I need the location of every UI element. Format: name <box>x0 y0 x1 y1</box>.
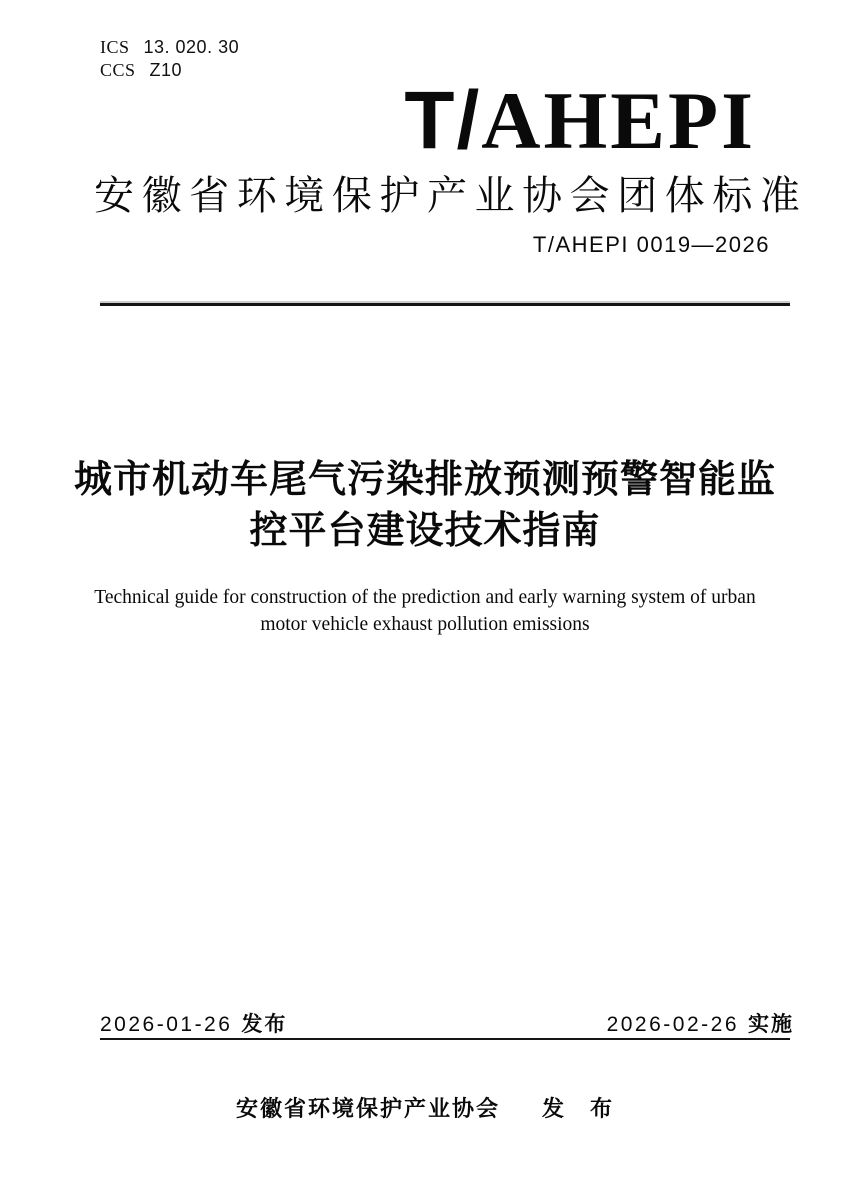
standard-number: T/AHEPI 0019—2026 <box>532 232 770 257</box>
publisher-row <box>0 1092 850 1123</box>
issue-date-label: 发布 <box>241 1013 288 1036</box>
implementation-date: 2026-02-26 <box>606 1013 739 1036</box>
classification-codes <box>100 36 239 82</box>
standard-body-logo <box>100 75 756 166</box>
ccs-label: CCS <box>100 60 136 80</box>
ics-label: ICS <box>100 37 130 57</box>
header-divider-rule <box>100 303 790 306</box>
publisher-name: 安徽省环境保护产业协会 <box>235 1096 500 1121</box>
ccs-value: Z10 <box>149 60 183 80</box>
footer-divider-rule <box>100 1038 790 1040</box>
logo-prefix: T/ <box>404 75 482 166</box>
document-title-zh-line2: 控平台建设技术指南 <box>249 510 601 552</box>
document-title-en <box>55 584 795 638</box>
document-title-zh <box>40 455 810 557</box>
ics-value: 13. 020. 30 <box>143 37 240 57</box>
ccs-row <box>100 59 239 82</box>
document-title-zh-line1: 城市机动车尾气污染排放预测预警智能监 <box>73 459 776 501</box>
logo-main: AHEPI <box>481 75 756 166</box>
document-title-en-line1: Technical guide for construction of the prediction and early warning system of urban <box>94 587 756 608</box>
publish-action-label: 发 布 <box>542 1096 615 1121</box>
association-standard-heading: 安 徽 省 环 境 保 护 产 业 协 会 团 体 标 准 <box>94 173 800 218</box>
document-title-en-line2: motor vehicle exhaust pollution emissions <box>260 614 590 635</box>
ics-row <box>100 36 239 59</box>
implementation-date-block <box>607 1008 794 1038</box>
issue-date: 2026-01-26 <box>100 1013 233 1036</box>
dates-row <box>100 1008 794 1038</box>
issue-date-block <box>100 1008 287 1038</box>
implementation-date-label: 实施 <box>748 1013 794 1036</box>
